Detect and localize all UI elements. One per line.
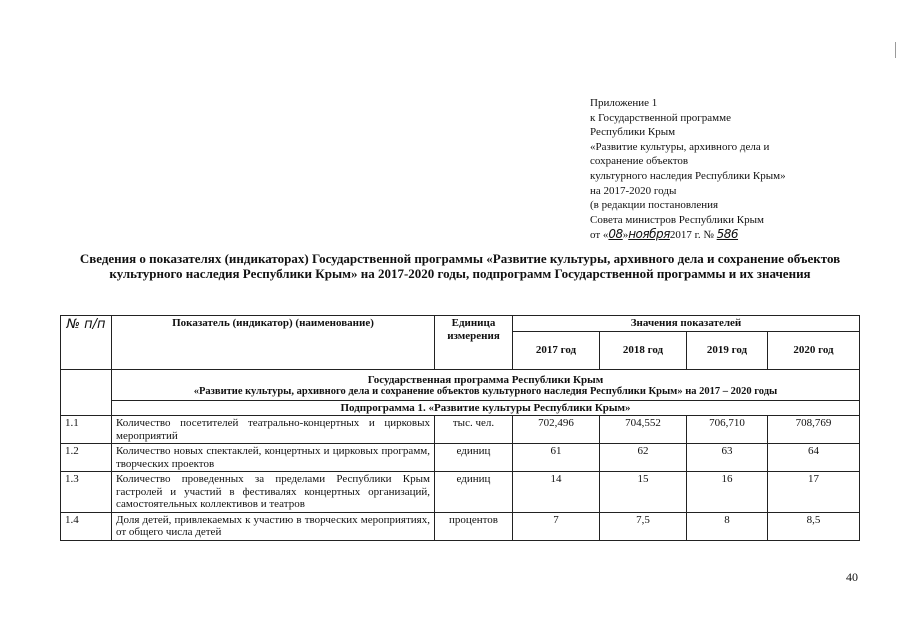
document-title: Сведения о показателях (индикаторах) Государственной программы «Развитие культуры, архивного дела и сохранение объектов культурного наследия Республики Крым» на 2017-2020 годы, подпрограмм Государственной программы и их значения [79,251,841,281]
decree-number-handwritten: 586 [716,227,739,242]
row-value-2017: 7 [513,512,600,540]
appendix-line: сохранение объектов [590,155,689,168]
edge-mark [895,42,896,58]
row-value-2019: 8 [687,512,768,540]
program-title-cell [112,369,860,400]
row-value-2020: 64 [768,444,860,472]
row-indicator-name: Количество новых спектаклей, концертных и цирковых программ, творческих проектов [112,444,435,472]
row-indicator-name: Доля детей, привлекаемых к участию в творческих мероприятиях, от общего числа детей [112,512,435,540]
date-year: 2017 г. № [669,229,714,242]
row-value-2020: 17 [768,472,860,513]
appendix-block [590,96,880,243]
header-year: 2020 год [768,331,860,369]
page-number: 40 [846,570,858,584]
date-mid: » [622,229,629,242]
appendix-line: Совета министров Республики Крым [590,213,764,226]
appendix-line: на 2017-2020 годы [590,184,677,197]
row-unit: единиц [435,444,513,472]
row-num: 1.3 [61,472,112,513]
row-num: 1.2 [61,444,112,472]
header-year: 2018 год [600,331,687,369]
program-num-cell [61,369,112,416]
row-unit: процентов [435,512,513,540]
table-row [61,472,860,513]
table-row [61,512,860,540]
row-num: 1.4 [61,512,112,540]
header-indicator: Показатель (индикатор) (наименование) [112,316,435,370]
table-header-row [61,316,860,332]
row-value-2019: 63 [687,444,768,472]
row-num: 1.1 [61,416,112,444]
date-day-handwritten: 08 [608,227,623,242]
header-year: 2017 год [513,331,600,369]
indicators-table [60,315,860,541]
row-unit: тыс. чел. [435,416,513,444]
row-value-2017: 14 [513,472,600,513]
row-indicator-name: Количество посетителей театрально-концертных и цирковых мероприятий [112,416,435,444]
row-value-2019: 706,710 [687,416,768,444]
appendix-line: Приложение 1 [590,97,658,109]
row-value-2017: 702,496 [513,416,600,444]
appendix-line: к Государственной программе [590,111,731,124]
row-value-2018: 62 [600,444,687,472]
row-value-2018: 7,5 [600,512,687,540]
header-num: № п/п [61,316,112,370]
appendix-date-line [590,227,880,243]
row-value-2018: 15 [600,472,687,513]
date-prefix: от « [590,229,609,242]
program-title-line2: «Развитие культуры, архивного дела и сохранение объектов культурного наследия Республики Крым» на 2017 – 2020 годы [193,386,778,397]
row-value-2020: 8,5 [768,512,860,540]
appendix-line: (в редакции постановления [590,199,719,212]
appendix-line: Республики Крым [590,126,676,139]
row-value-2017: 61 [513,444,600,472]
row-unit: единиц [435,472,513,513]
header-unit: Единица измерения [435,316,513,370]
program-title-line1: Государственная программа Республики Крым [367,373,604,386]
appendix-line: культурного наследия Республики Крым» [590,169,786,182]
subprogram-row [61,400,860,416]
header-year: 2019 год [687,331,768,369]
table-row [61,444,860,472]
row-value-2019: 16 [687,472,768,513]
program-row [61,369,860,400]
row-value-2020: 708,769 [768,416,860,444]
appendix-line: «Развитие культуры, архивного дела и [590,140,770,153]
date-month-handwritten: ноября [628,227,670,242]
header-values-group: Значения показателей [513,316,860,332]
table-row [61,416,860,444]
subprogram-title: Подпрограмма 1. «Развитие культуры Республики Крым» [112,400,860,416]
row-indicator-name: Количество проведенных за пределами Республики Крым гастролей и участий в фестивалях концертных организаций, самостоятельных коллективов и театров [112,472,435,513]
row-value-2018: 704,552 [600,416,687,444]
